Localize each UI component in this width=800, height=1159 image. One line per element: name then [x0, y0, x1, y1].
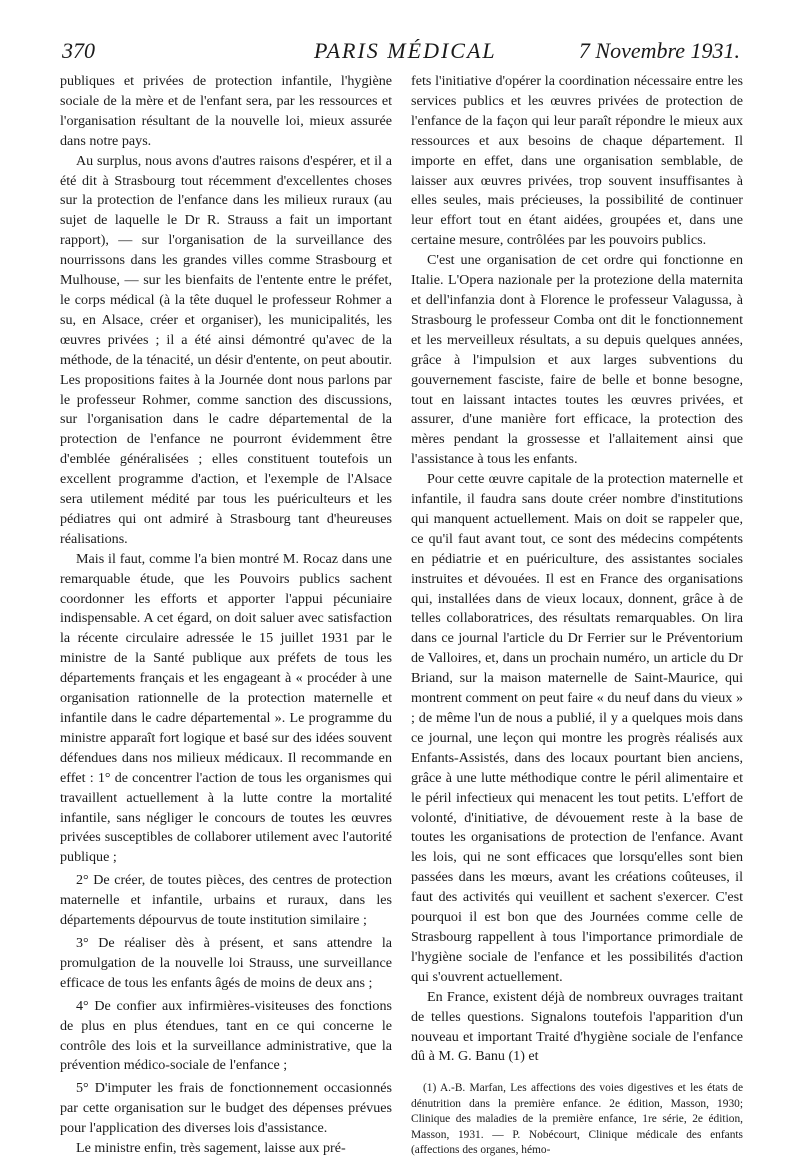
footnotes [411, 1081, 743, 1159]
list-item: 3° De réaliser dès à présent, et sans attendre la promulgation de la nouvelle loi Strauss, une surveillance efficace de tous les enfants âgés de moins de deux ans ; [60, 934, 392, 991]
issue-date: 7 Novembre 1931. [578, 38, 740, 63]
paragraph: publiques et privées de protection infantile, l'hygiène sociale de la mère et de l'enfant sera, par les ressources et l'organisation résultant de la nouvelle loi, mieux assurée dans notre pays. [60, 73, 392, 149]
journal-title: PARIS MÉDICAL [314, 38, 497, 63]
left-column [60, 72, 392, 1159]
page-number: 370 [62, 38, 95, 63]
page-header [62, 38, 740, 68]
footnote: (1) A.-B. Marfan, Les affections des voies digestives et les états de dénutrition dans la première enfance. 2e édition, Masson, 1930; Clinique des maladies de la première enfance, 1re série, 2e édition, Masson, 1931. — P. Nobécourt, Clinique médicale des enfants (affections des organes, hémo- [411, 1082, 743, 1157]
paragraph: Au surplus, nous avons d'autres raisons d'espérer, et il a été dit à Strasbourg tout récemment d'excellentes choses sur la protection de l'enfance dans les milieux ruraux (au sujet de laquelle le Dr R. Strauss a fait un important rapport), — sur l'organisation de la surveillance des nourrissons dans les grandes villes comme Strasbourg et Mulhouse, — sur les bienfaits de l'entente entre le préfet, le corps médical (à la tête duquel le professeur Rohmer a su, en Alsace, créer et organiser), les municipalités, les œuvres privées ; il a été ainsi démontré qu'avec de la méthode, de la ténacité, un désir d'entente, on peut aboutir. Les propositions faites à la Journée dont nous parlons par le professeur Rohmer, comme sanction des discussions, sur l'organisation dans le cadre départemental de la protection de l'enfance ne pourront évidemment être d'emblée généralisées ; elles constituent toutefois un excellent programme d'action, et l'exemple de l'Alsace sera utilement médité par tous les puériculteurs et les pédiatres qui ont admiré à Strasbourg tant d'heureuses réalisations. [60, 152, 392, 547]
list-item: 2° De créer, de toutes pièces, des centres de protection maternelle et infantile, urbains et ruraux, dans les départements dépourvus de toute institution similaire ; [60, 872, 392, 929]
list-item: 5° D'imputer les frais de fonctionnement occasionnés par cette organisation sur le budget des dépenses prévues pour l'application des diverses lois d'assistance. [60, 1080, 392, 1137]
right-column [411, 72, 743, 1159]
paragraph: En France, existent déjà de nombreux ouvrages traitant de telles questions. Signalons toutefois l'apparition d'un nouveau et important Traité d'hygiène sociale de l'enfance dû à M. G. Banu (1) et [411, 988, 743, 1065]
paragraph: fets l'initiative d'opérer la coordination nécessaire entre les services publics et les œuvres privées de protection de l'enfance de la façon qui leur paraît répondre le mieux aux ressources et aux besoins de chaque département. Il importe en effet, dans une organisation semblable, de laisser aux œuvres privées, trop souvent insuffisantes à elles seules, mais précieuses, la possibilité de continuer leur effort tout en étant aidées, groupées et, dans une certaine mesure, contrôlées par les pouvoirs publics. [411, 73, 743, 249]
list-item: 4° De confier aux infirmières-visiteuses des fonctions de plus en plus étendues, tant en ce qui concerne le contrôle des lois et la surveillance administrative, que la prévention médico-sociale de l'enfance ; [60, 997, 392, 1074]
paragraph: C'est une organisation de cet ordre qui fonctionne en Italie. L'Opera nazionale per la protezione della maternita et dell'infanzia dont à Florence le professeur Valagussa, à Strasbourg le professeur Comba ont dit le fonctionnement et les merveilleux résultats, a su depuis quelques années, grâce à l'impulsion et aux larges subventions du gouvernement fasciste, faire de belle et bonne besogne, tout en laissant intactes toutes les œuvres privées, et assurer, d'une manière fort efficace, la protection des mères pendant la grossesse et l'allaitement ainsi que l'assistance à tous les enfants. [411, 252, 743, 468]
paragraph: Le ministre enfin, très sagement, laisse aux pré- [76, 1140, 346, 1157]
paragraph: Pour cette œuvre capitale de la protection maternelle et infantile, il faudra sans doute créer nombre d'institutions qui manquent actuellement. Mais on doit se rappeler que, ce qu'il faut avant tout, ce sont des médecins compétents en pédiatrie et en puériculture, des assistantes sociales instruites et dévouées. Il est en France des organisations qui, installées dans de vieux locaux, donnent, grâce à de telles collaboratrices, des résultats remarquables. On lira dans ce journal l'article du Dr Ferrier sur le Préventorium de Valloires, et, dans un prochain numéro, un article du Dr Briand, sur la maison maternelle de Saint-Maurice, qui montrent comment on peut faire « du neuf dans du vieux » ; de même l'un de nous a publié, il y a quelques mois dans ce journal, une leçon qui montre les progrès réalisés aux Enfants-Assistés, dans des locaux pourtant bien anciens, grâce à une lutte méthodique contre le péril alimentaire et le péril infectieux qui menacent les tout petits. L'effort de volonté, d'initiative, de dévouement reste à la base de toutes les organisations de protection de l'enfance. Avant les lois, qui ne sont efficaces que lorsqu'elles sont bien passées dans les mœurs, avant les créations coûteuses, il faut des activités qui veuillent et sachent s'exercer. C'est pourquoi il est bon que des Journées comme celle de Strasbourg rappellent à tous l'importance primordiale de l'hygiène sociale de l'enfance et les possibilités d'action qui s'ouvrent actuellement. [411, 471, 743, 985]
paragraph: Mais il faut, comme l'a bien montré M. Rocaz dans une remarquable étude, que les Pouvoirs publics sachent coordonner les efforts et apporter l'appui pécuniaire indispensable. A cet égard, on doit saluer avec satisfaction la récente circulaire adressée le 15 juillet 1931 par le ministre de la Santé publique aux préfets de tous les départements français et les engageant à « procéder à une organisation rationnelle de la protection maternelle et infantile dans le cadre départemental ». Le programme du ministre apparaît fort logique et basé sur des idées souvent défendues dans nos milieux médicaux. Il recommande en effet : 1° de concentrer l'action de tous les organismes qui travaillent actuellement à la lutte contre la mortalité infantile, sans négliger le concours de toutes les œuvres privées susceptibles de collaborer utilement avec l'autorité publique ; [60, 550, 392, 866]
